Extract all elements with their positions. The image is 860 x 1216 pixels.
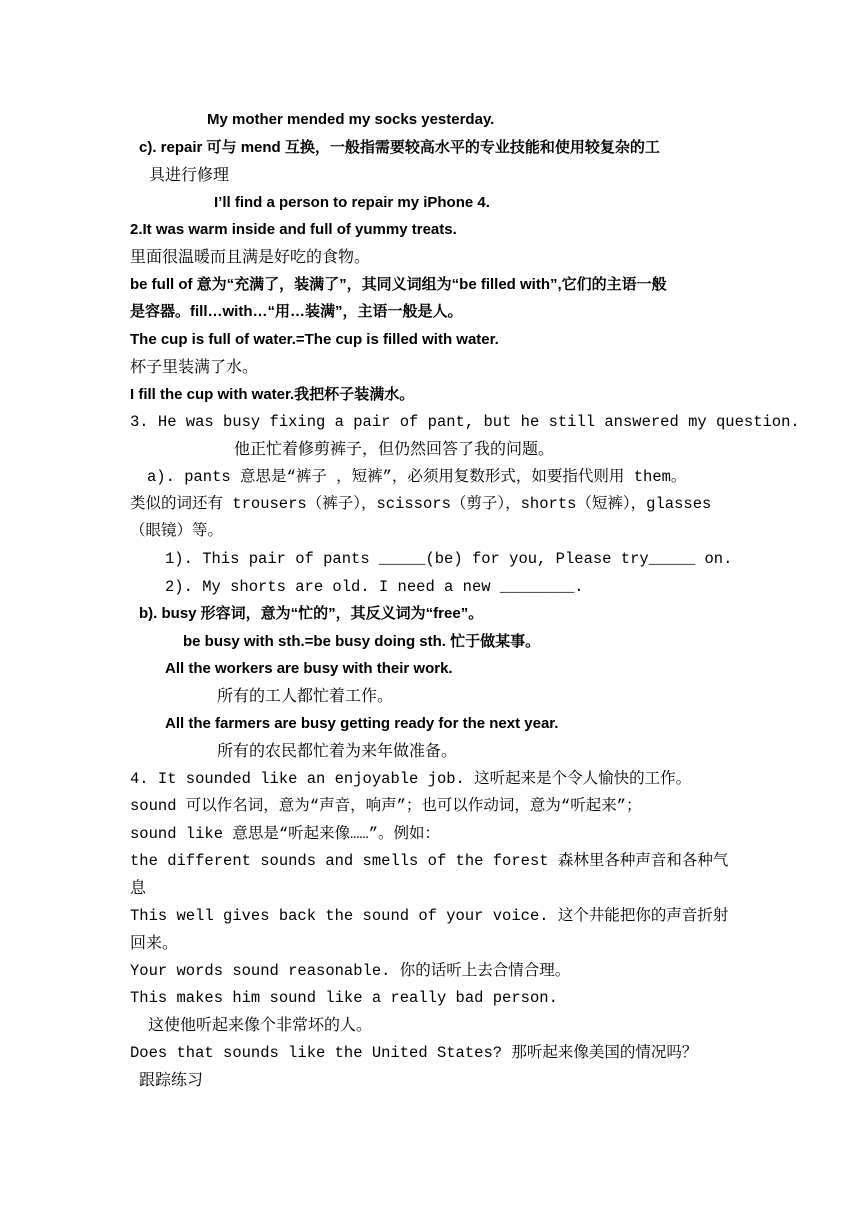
example-well: This well gives back the sound of your voice. 这个井能把你的声音折射 [130,907,729,925]
example-farmers: All the farmers are busy getting ready for the next year. [165,715,559,732]
note-repair: c). repair 可与 mend 互换，一般指需要较高水平的专业技能和使用较复杂的工 [139,139,660,156]
example-fill-cup: I fill the cup with water.我把杯子装满水。 [130,386,415,403]
practice-heading: 跟踪练习 [139,1070,204,1089]
example-forest: the different sounds and smells of the forest 森林里各种声音和各种气 [130,852,729,870]
exercise-1: 1). This pair of pants _____(be) for you, Please try_____ on. [165,550,733,568]
note-busy-usage: be busy with sth.=be busy doing sth. 忙于做某事。 [183,633,541,650]
section-2-translation: 里面很温暖而且满是好吃的食物。 [130,247,371,266]
example-united-states: Does that sounds like the United States? 那听起来像美国的情况吗？ [130,1044,698,1062]
note-busy: b). busy 形容词，意为“忙的”，其反义词为“free”。 [139,605,484,622]
example-forest-cont: 息 [130,878,147,897]
exercise-2: 2). My shorts are old. I need a new ________. [165,578,584,596]
example-words: Your words sound reasonable. 你的话听上去合情合理。 [130,962,571,980]
example-bad-person-translation: 这使他听起来像个非常坏的人。 [148,1015,373,1034]
example-workers: All the workers are busy with their work. [165,660,453,677]
note-pants-similar-cont: （眼镜）等。 [130,522,224,540]
note-pants-similar: 类似的词还有 trousers（裤子），scissors（剪子），shorts（短裤），glasses [130,495,712,513]
section-3-sentence: 3. He was busy fixing a pair of pant, but he still answered my question. [130,413,800,431]
example-farmers-translation: 所有的农民都忙着为来年做准备。 [217,741,458,760]
example-sentence-repair: I’ll find a person to repair my iPhone 4. [214,194,490,211]
note-be-full-of: be full of 意为“充满了，装满了”，其同义词组为“be filled with”,它们的主语一般 [130,276,667,293]
note-be-full-of-cont: 是容器。fill…with…“用…装满”，主语一般是人。 [130,303,463,320]
note-sound: sound 可以作名词，意为“声音，响声”；也可以作动词，意为“听起来”； [130,797,642,815]
example-cup-translation: 杯子里装满了水。 [130,357,259,376]
note-sound-like: sound like 意思是“听起来像……”。例如： [130,825,441,843]
example-bad-person: This makes him sound like a really bad person. [130,989,558,1007]
section-3-translation: 他正忙着修剪裤子，但仍然回答了我的问题。 [234,439,555,458]
example-workers-translation: 所有的工人都忙着工作。 [217,686,394,705]
example-sentence-mend: My mother mended my socks yesterday. [207,111,495,128]
note-repair-cont: 具进行修理 [149,165,230,184]
section-4-sentence: 4. It sounded like an enjoyable job. 这听起来是个令人愉快的工作。 [130,770,692,788]
example-cup-full: The cup is full of water.=The cup is filled with water. [130,331,499,348]
section-2-sentence: 2.It was warm inside and full of yummy treats. [130,221,457,238]
note-pants: a). pants 意思是“裤子 ，短裤”，必须用复数形式，如要指代则用 them。 [147,468,687,486]
example-well-cont: 回来。 [130,933,179,952]
